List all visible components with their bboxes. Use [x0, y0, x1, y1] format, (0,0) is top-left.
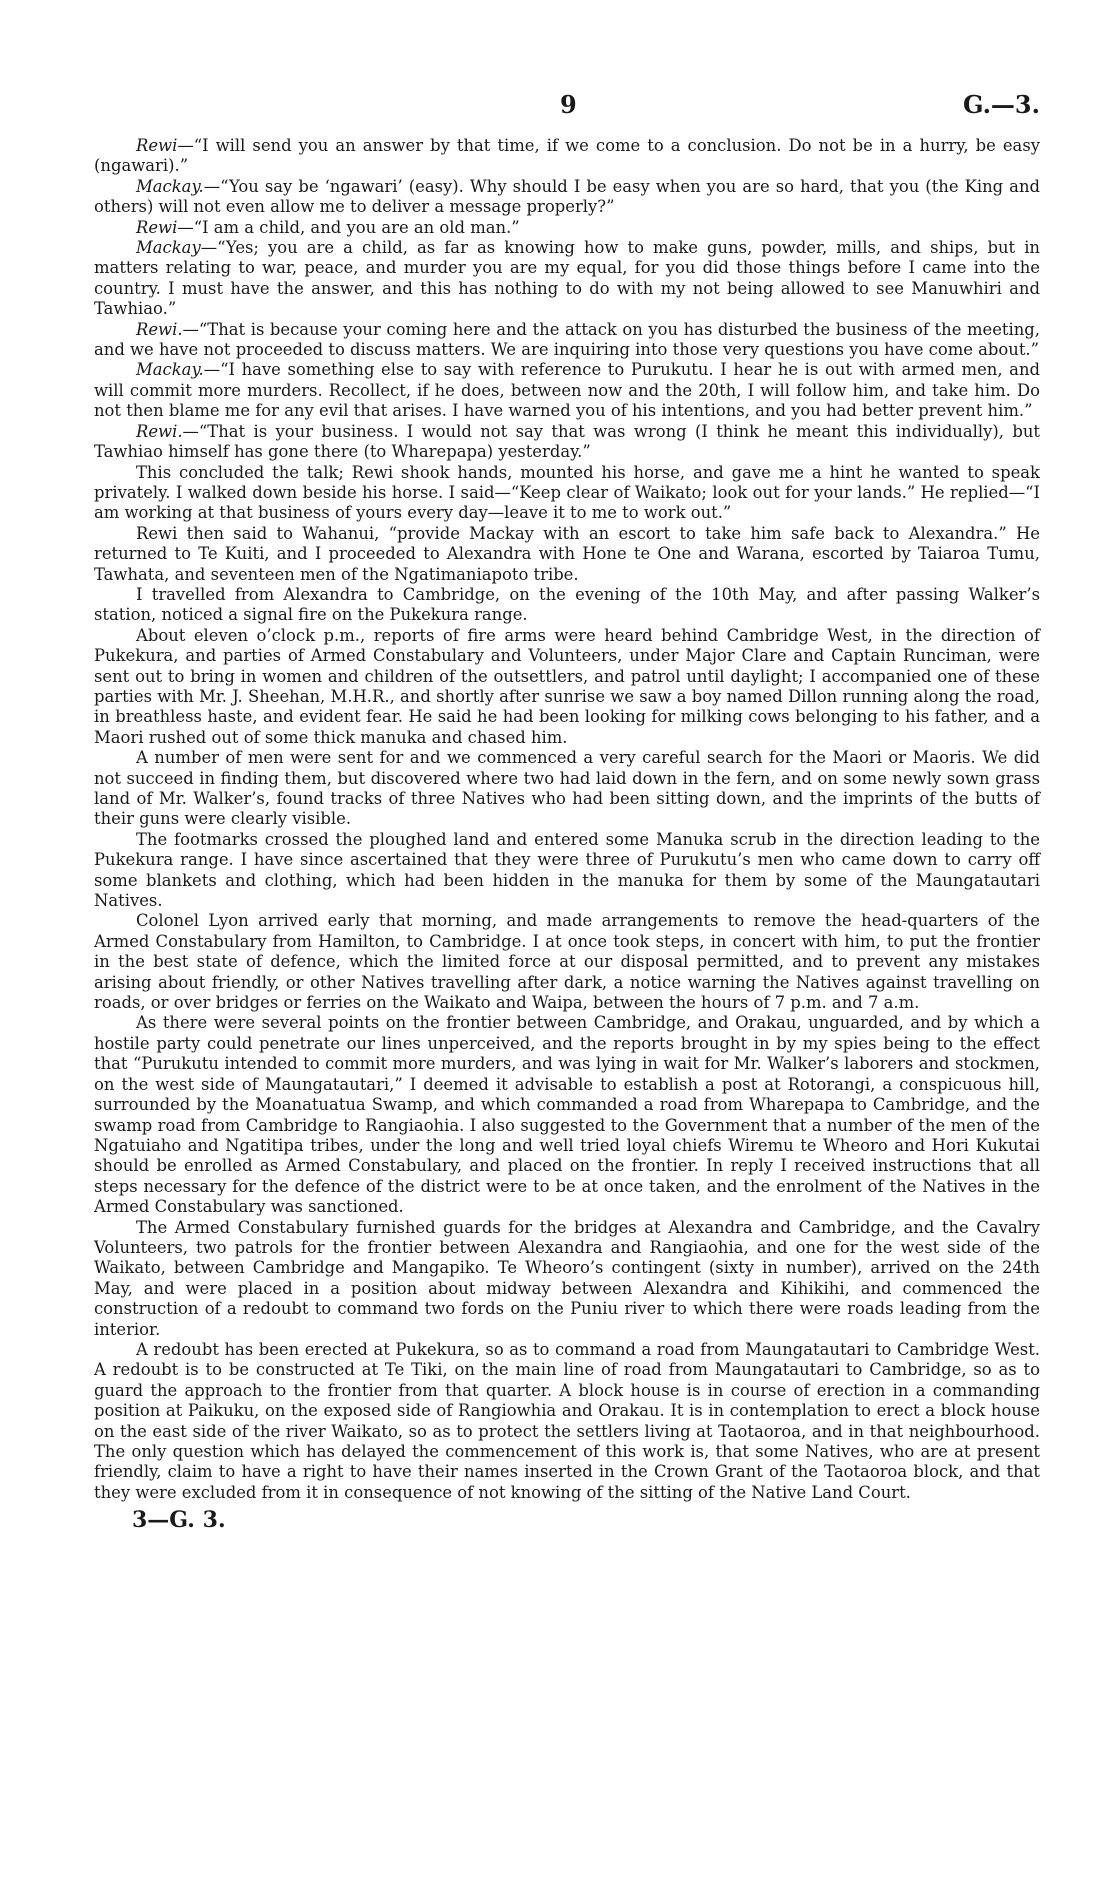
speaker-label: Mackay—: [136, 238, 218, 258]
paragraph-text: “That is your business. I would not say that was wrong (I think he meant this individually), but Tawhiao himself has gone there (to Wharepapa) yesterday.”: [94, 421, 1040, 462]
paragraph: [94, 238, 1040, 320]
paragraph-text: About eleven o’clock p.m., reports of fire arms were heard behind Cambridge West, in the direction of Pukekura, and parties of Armed Constabulary and Volunteers, under Major Clare and Captain Runciman, were sent out to bring in women and children of the outsettlers, and patrol until daylight; I accompanied one of these parties with Mr. J. Sheehan, M.H.R., and shortly after sunrise we saw a boy named Dillon running along the road, in breathless haste, and evident fear. He said he had been looking for milking cows belonging to his father, and a Maori rushed out of some thick manuka and chased him.: [94, 625, 1040, 747]
paragraph: [94, 1218, 1040, 1340]
paragraph: [94, 585, 1040, 626]
paragraph: [94, 524, 1040, 585]
signature-mark: 3—G. 3.: [132, 1507, 226, 1534]
paragraph: [94, 463, 1040, 524]
paragraph: [94, 911, 1040, 1013]
document-code: G.—3.: [962, 90, 1040, 119]
speaker-label: Rewi.—: [136, 421, 199, 441]
paragraph-text: “Yes; you are a child, as far as knowing how to make guns, powder, mills, and ships, but in matters relating to war, peace, and murder you are my equal, for you did those things before I came into the country. I must have the answer, and this has nothing to do with my not being allowed to see Manuwhiri and Tawhiao.”: [94, 238, 1040, 319]
paragraph-text: As there were several points on the frontier between Cambridge, and Orakau, unguarded, and by which a hostile party could penetrate our lines unperceived, and the reports brought in by my spies being to the effect that “Purukutu intended to commit more murders, and was lying in wait for Mr. Walker’s laborers and stockmen, on the west side of Maungatautari,” I deemed it advisable to establish a post at Rotorangi, a conspicuous hill, surrounded by the Moanatuatua Swamp, and which commanded a road from Wharepapa to Cambridge, and the swamp road from Cambridge to Rangiaohia. I also suggested to the Government that a number of the men of the Ngatuiaho and Ngatitipa tribes, under the long and well tried loyal chiefs Wiremu te Wheoro and Hori Kukutai should be enrolled as Armed Constabulary, and placed on the frontier. In reply I received instructions that all steps necessary for the defence of the district were to be at once taken, and the enrolment of the Natives in the Armed Constabulary was sanctioned.: [94, 1013, 1040, 1217]
paragraph: [94, 626, 1040, 748]
page-header: [94, 90, 1040, 136]
paragraph: [94, 136, 1040, 177]
paragraph: [94, 1340, 1040, 1503]
paragraph-text: A number of men were sent for and we commenced a very careful search for the Maori or Maoris. We did not succeed in finding them, but discovered where two had laid down in the fern, and on some newly sown grass land of Mr. Walker’s, found tracks of three Natives who had been sitting down, and the imprints of the butts of their guns were clearly visible.: [94, 748, 1040, 829]
paragraph-text: Rewi then said to Wahanui, “provide Mackay with an escort to take him safe back to Alexandra.” He returned to Te Kuiti, and I proceeded to Alexandra with Hone te One and Warana, escorted by Taiaroa Tumu, Tawhata, and seventeen men of the Ngatimaniapoto tribe.: [94, 523, 1040, 584]
speaker-label: Mackay.—: [136, 360, 221, 380]
paragraph: [94, 748, 1040, 830]
paragraph: [94, 218, 1040, 238]
paragraph-text: A redoubt has been erected at Pukekura, so as to command a road from Maungatautari to Cambridge West. A redoubt is to be constructed at Te Tiki, on the main line of road from Maungatautari to Cambridge, so as to guard the approach to the frontier from that quarter. A block house is in course of erection in a commanding position at Paikuku, on the exposed side of Rangiowhia and Orakau. It is in contemplation to erect a block house on the east side of the river Waikato, so as to protect the settlers living at Taotaoroa, and in that neighbourhood. The only question which has delayed the commencement of this work is, that some Natives, who are at present friendly, claim to have a right to have their names inserted in the Crown Grant of the Taotaoroa block, and that they were excluded from it in consequence of not knowing of the sitting of the Native Land Court.: [94, 1339, 1040, 1502]
paragraph-text: This concluded the talk; Rewi shook hands, mounted his horse, and gave me a hint he wanted to speak privately. I walked down beside his horse. I said—“Keep clear of Waikato; look out for your lands.” He replied—“I am working at that business of yours every day—leave it to me to work out.”: [94, 462, 1040, 523]
paragraph: [94, 320, 1040, 361]
paragraph: [94, 360, 1040, 421]
page-number: 9: [560, 90, 577, 119]
speaker-label: Rewi—: [136, 217, 194, 237]
paragraph-text: The footmarks crossed the ploughed land and entered some Manuka scrub in the direction leading to the Pukekura range. I have since ascertained that they were three of Purukutu’s men who came down to carry off some blankets and clothing, which had been hidden in the manuka for them by some of the Maungatautari Natives.: [94, 829, 1040, 911]
paragraph-text: “That is because your coming here and the attack on you has disturbed the business of the meeting, and we have not proceeded to discuss matters. We are inquiring into those very questions you have come about.”: [94, 319, 1040, 360]
paragraph-text: “I have something else to say with reference to Purukutu. I hear he is out with armed men, and will commit more murders. Recollect, if he does, between now and the 20th, I will follow him, and take him. Do not then blame me for any evil that arises. I have warned you of his intentions, and you had better prevent him.”: [94, 360, 1040, 421]
paragraph: [94, 177, 1040, 218]
speaker-label: Mackay.—: [136, 176, 221, 196]
paragraph-text: “I will send you an answer by that time, if we come to a conclusion. Do not be in a hurry, be easy (ngawari).”: [94, 136, 1040, 176]
paragraph-text: “I am a child, and you are an old man.”: [193, 217, 520, 237]
paragraph: [94, 1013, 1040, 1217]
paragraph: [94, 422, 1040, 463]
paragraph-text: I travelled from Alexandra to Cambridge, on the evening of the 10th May, and after passing Walker’s station, noticed a signal fire on the Pukekura range.: [94, 584, 1040, 625]
document-body: [94, 136, 1040, 1503]
document-page: [94, 90, 1040, 1533]
paragraph-text: “You say be ‘ngawari’ (easy). Why should I be easy when you are so hard, that you (the King and others) will not even allow me to deliver a message properly?”: [94, 176, 1040, 217]
paragraph: [94, 830, 1040, 912]
paragraph-text: Colonel Lyon arrived early that morning, and made arrangements to remove the head-quarters of the Armed Constabulary from Hamilton, to Cambridge. I at once took steps, in concert with him, to put the frontier in the best state of defence, which the limited force at our disposal permitted, and to prevent any mistakes arising about friendly, or other Natives travelling after dark, a notice warning the Natives against travelling on roads, or over bridges or ferries on the Waikato and Waipa, between the hours of 7 p.m. and 7 a.m.: [94, 911, 1040, 1013]
speaker-label: Rewi.—: [136, 319, 199, 339]
speaker-label: Rewi—: [136, 136, 194, 155]
paragraph-text: The Armed Constabulary furnished guards for the bridges at Alexandra and Cambridge, and the Cavalry Volunteers, two patrols for the frontier between Alexandra and Rangiaohia, and one for the west side of the Waikato, between Cambridge and Mangapiko. Te Wheoro’s contingent (sixty in number), arrived on the 24th May, and were placed in a position about midway between Alexandra and Kihikihi, and commenced the construction of a redoubt to command two fords on the Puniu river to which there were roads leading from the interior.: [94, 1217, 1040, 1339]
